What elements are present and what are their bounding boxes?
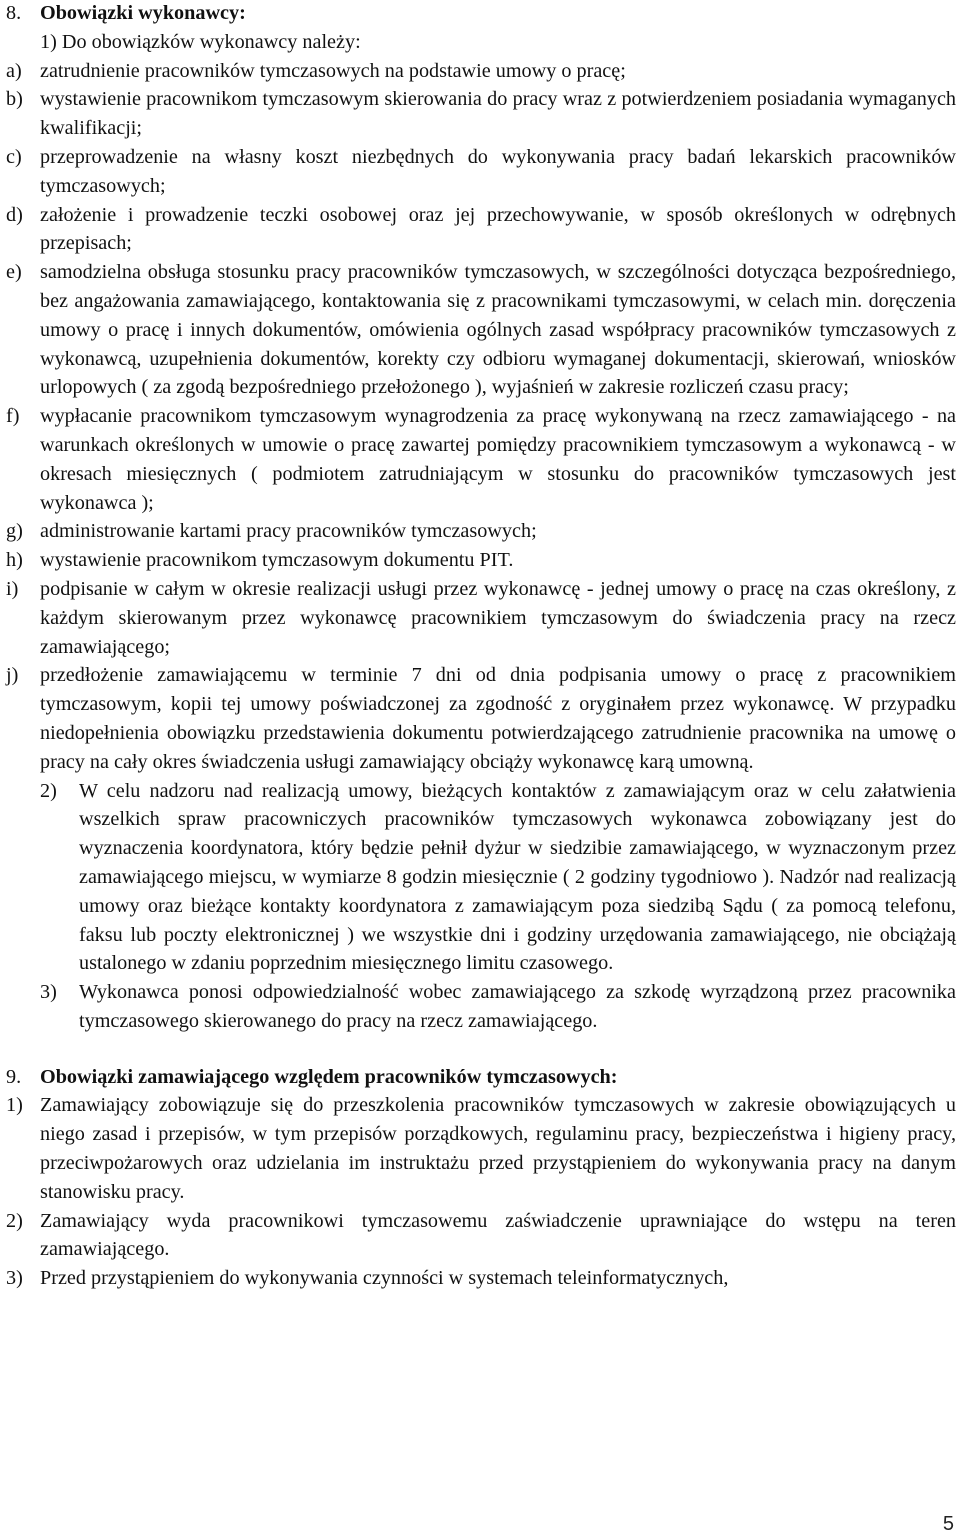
point-text: Zamawiający zobowiązuje się do przeszkolenia pracowników tymczasowych w zakresie obowiązujących u niego zasad i przepisów, w tym przepisów porządkowych, regulaminu pracy, bezpieczeństwa i higieny pracy, przeciwpożarowych oraz udzielania im instruktażu przed przystąpieniem do wykonywania pracy na danym stanowisku pracy. xyxy=(40,1094,956,1203)
point-label: 1) xyxy=(6,1094,23,1117)
section-8-point-1 xyxy=(6,28,956,57)
point-label: 2) xyxy=(40,779,57,802)
item-text: podpisanie w całym w okresie realizacji usługi przez wykonawcę - jednej umowy o pracę na czas określony, z każdym skierowanym przez wykonawcę pracownikiem tymczasowym do świadczenia pracy na rzecz zamawiającego; xyxy=(40,577,956,658)
section-9-heading xyxy=(6,1063,956,1092)
item-label: g) xyxy=(6,520,23,543)
section-8-heading xyxy=(6,0,956,28)
page-number: 5 xyxy=(942,1513,954,1535)
point-label: 2) xyxy=(6,1209,23,1232)
section-9-point-3 xyxy=(6,1264,956,1293)
item-label: f) xyxy=(6,405,20,428)
point-text: Do obowiązków wykonawcy należy: xyxy=(61,30,361,53)
item-text: wystawienie pracownikom tymczasowym skierowania do pracy wraz z potwierdzeniem posiadania wymaganych kwalifikacji; xyxy=(40,88,956,140)
list-item-i xyxy=(6,575,956,661)
item-label: b) xyxy=(6,88,23,111)
section-number: 8. xyxy=(6,2,22,24)
item-text: założenie i prowadzenie teczki osobowej oraz jej przechowywanie, w sposób określonych w odrębnych przepisach; xyxy=(40,203,956,255)
point-text: Zamawiający wyda pracownikowi tymczasowemu zaświadczenie uprawniające do wstępu na teren zamawiającego. xyxy=(40,1209,956,1261)
item-label: d) xyxy=(6,203,23,226)
point-label: 3) xyxy=(40,981,57,1004)
list-item-b xyxy=(6,85,956,143)
item-text: wystawienie pracownikom tymczasowym dokumentu PIT. xyxy=(40,549,514,572)
item-text: wypłacanie pracownikom tymczasowym wynagrodzenia za pracę wykonywaną na rzecz zamawiającego - na warunkach określonych w umowie o pracę zawartej pomiędzy pracownikiem tymczasowym a wykonawcą - w okresach miesięcznych ( podmiotem zatrudniającym w stosunku do pracowników tymczasowych jest wykonawca ); xyxy=(40,405,956,514)
section-title: Obowiązki wykonawcy: xyxy=(40,2,246,24)
list-item-f xyxy=(6,402,956,517)
section-8-point-3 xyxy=(6,978,956,1036)
item-label: e) xyxy=(6,261,22,284)
item-label: h) xyxy=(6,549,23,572)
section-number: 9. xyxy=(6,1065,22,1088)
section-title: Obowiązki zamawiającego względem pracowników tymczasowych: xyxy=(40,1065,618,1088)
section-9-point-1 xyxy=(6,1091,956,1206)
item-label: i) xyxy=(6,577,19,600)
document-page xyxy=(6,0,956,1293)
point-text: W celu nadzoru nad realizacją umowy, bieżących kontaktów z zamawiającym oraz w celu załatwienia wszelkich spraw pracowniczych pracowników tymczasowych wykonawca zobowiązany jest do wyznaczenia koordynatora, który będzie pełnił dyżur w siedzibie zamawiającego, w wyznaczonym przez zamawiającego miejscu, w wymiarze 8 godzin miesięcznie ( 2 godziny tygodniowo ). Nadzór nad realizacją umowy oraz bieżące kontakty koordynatora z zamawiającym poza siedzibą Sądu ( za pomocą telefonu, faksu lub poczty elektronicznej ) we wszystkie dni i godziny urzędowania zamawiającego, nie obciążają ustalonego w zdaniu poprzednim miesięcznego limitu czasowego. xyxy=(79,779,956,975)
item-label: a) xyxy=(6,59,22,82)
point-label: 3) xyxy=(6,1267,23,1290)
item-text: przeprowadzenie na własny koszt niezbędnych do wykonywania pracy badań lekarskich pracowników tymczasowych; xyxy=(40,145,956,197)
list-item-e xyxy=(6,258,956,402)
list-item-j xyxy=(6,661,956,776)
list-item-h xyxy=(6,546,956,575)
list-item-g xyxy=(6,517,956,546)
point-text: Przed przystąpieniem do wykonywania czynności w systemach teleinformatycznych, xyxy=(40,1267,729,1290)
point-text: Wykonawca ponosi odpowiedzialność wobec zamawiającego za szkodę wyrządzoną przez pracownika tymczasowego skierowanego do pracy na rzecz zamawiającego. xyxy=(79,981,956,1032)
section-8-point-2 xyxy=(6,777,956,979)
item-text: zatrudnienie pracowników tymczasowych na podstawie umowy o pracę; xyxy=(40,59,626,82)
section-9-point-2 xyxy=(6,1207,956,1265)
item-text: przedłożenie zamawiającemu w terminie 7 dni od dnia podpisania umowy o pracę z pracownikiem tymczasowym, kopii tej umowy poświadczonej za zgodność z oryginałem przez wykonawcę. W przypadku niedopełnienia obowiązku przedstawienia dokumentu potwierdzającego zatrudnienie pracownika na umowę o pracy na cały okres świadczenia usługi zamawiający obciąży wykonawcę karą umowną. xyxy=(40,664,956,773)
item-text: samodzielna obsługa stosunku pracy pracowników tymczasowych, w szczególności dotycząca bezpośredniego, bez angażowania zamawiającego, kontaktowania się z pracownikami tymczasowymi, w celach min. doręczenia umowy o pracę i innych dokumentów, omówienia ogólnych zasad współpracy pracowników tymczasowych z wykonawcą, uzupełnienia dokumentów, korekty czy odbioru wymaganej dokumentacji, skierowań, wniosków urlopowych ( za zgodą bezpośredniego przełożonego ), wyjaśnień w zakresie rozliczeń czasu pracy; xyxy=(40,261,956,399)
list-item-a xyxy=(6,57,956,86)
point-1-text xyxy=(40,28,956,57)
item-label: c) xyxy=(6,145,22,168)
section-spacer xyxy=(6,1036,956,1064)
item-label: j) xyxy=(6,664,19,687)
list-item-d xyxy=(6,201,956,259)
item-text: administrowanie kartami pracy pracowników tymczasowych; xyxy=(40,520,537,543)
point-label: 1) xyxy=(40,30,57,53)
list-item-c xyxy=(6,143,956,201)
